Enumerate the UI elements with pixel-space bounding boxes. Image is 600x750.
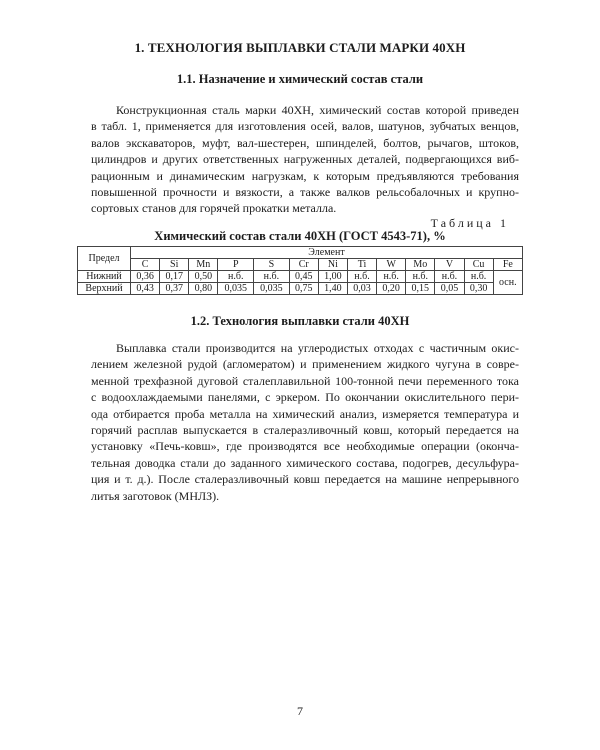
element-name: Mn	[189, 259, 218, 271]
value-cell: 0,36	[131, 271, 160, 283]
paragraph-line: установку «Печь-ковш», где производятся все необходимые операции (оконча-	[91, 439, 519, 454]
page-number: 7	[297, 704, 303, 718]
paragraph-line: валов экскаваторов, муфт, вал-шестерен, шпинделей, болтов, рычагов, штоков,	[91, 135, 519, 150]
element-name: Si	[160, 259, 189, 271]
section-1-title: 1.1. Назначение и химический состав стали	[176, 72, 424, 86]
paragraph-line: повышенной прочности и вязкости, а также валков рельсобалочных и крупно-	[91, 185, 519, 200]
element-names-row	[78, 259, 523, 271]
value-cell: 1,40	[318, 283, 347, 295]
value-cell: 0,37	[160, 283, 189, 295]
value-cell: 0,03	[347, 283, 376, 295]
table-row	[78, 283, 523, 295]
value-cell: н.б.	[347, 271, 376, 283]
element-name: Fe	[493, 259, 522, 271]
paragraph-line: в табл. 1, применяется для изготовления осей, валов, шатунов, зубчатых венцов,	[91, 119, 519, 134]
element-name: Ni	[318, 259, 347, 271]
value-cell: 0,15	[406, 283, 435, 295]
paragraph-line: с водоохлаждаемыми панелями, с эркером. По окончании окислительного пери-	[91, 390, 519, 405]
limit-cell: Нижний	[78, 271, 131, 283]
value-cell: н.б.	[435, 271, 464, 283]
value-cell: 0,45	[289, 271, 318, 283]
element-name: P	[218, 259, 254, 271]
table-row	[78, 271, 523, 283]
value-cell: н.б.	[218, 271, 254, 283]
table-label: Таблица 1	[430, 216, 509, 230]
paragraph-line: рационным и динамическим нагрузкам, к которым предъявляются требования	[91, 168, 519, 183]
paragraph-line: горячий расплав выпускается в сталеразливочный ковш, который передается на	[91, 423, 519, 438]
paragraph-line: цилиндров и других ответственных нагруженных деталей, подвергающихся виб-	[91, 152, 519, 167]
paragraph-line: лением железной рудой (агломератом) и применением жидкого чугуна в совре-	[91, 357, 519, 372]
value-cell: н.б.	[254, 271, 290, 283]
section-1-paragraph	[91, 102, 519, 217]
element-name: Ti	[347, 259, 376, 271]
paragraph-line: Конструкционная сталь марки 40ХН, химический состав которой приведен	[116, 103, 519, 117]
value-cell: н.б.	[406, 271, 435, 283]
paragraph-line: менной трехфазной дуговой сталеплавильной 100-тонной печи переменного тока	[91, 373, 519, 388]
value-cell: 0,17	[160, 271, 189, 283]
value-cell: 0,75	[289, 283, 318, 295]
table-caption: Химический состав стали 40ХН (ГОСТ 4543-71), %	[154, 229, 446, 243]
paragraph-line: ода отбирается проба металла на химический анализ, измеряется температура и	[91, 406, 519, 421]
chemical-composition-table	[77, 246, 523, 295]
element-name: V	[435, 259, 464, 271]
section-2-paragraph	[91, 340, 519, 504]
paragraph-line: Выплавка стали производится на углеродистых отходах с частичным окис-	[116, 341, 519, 355]
element-name: Cu	[464, 259, 493, 271]
value-cell: 0,035	[218, 283, 254, 295]
chapter-title: 1. ТЕХНОЛОГИЯ ВЫПЛАВКИ СТАЛИ МАРКИ 40ХН	[134, 40, 466, 55]
limit-cell: Верхний	[78, 283, 131, 295]
element-name: W	[377, 259, 406, 271]
table-header-row	[78, 247, 523, 259]
paragraph-line: литья заготовок (МНЛЗ).	[91, 488, 220, 503]
paragraph-line: ция и т. д.). После сталеразливочный ковш передается на машине непрерывного	[91, 472, 519, 487]
element-name: Cr	[289, 259, 318, 271]
value-cell: н.б.	[377, 271, 406, 283]
value-cell: 0,05	[435, 283, 464, 295]
value-cell: 0,80	[189, 283, 218, 295]
element-name: C	[131, 259, 160, 271]
value-cell: 1,00	[318, 271, 347, 283]
value-cell: 0,035	[254, 283, 290, 295]
value-cell: 0,30	[464, 283, 493, 295]
fe-value-cell: осн.	[493, 271, 522, 295]
value-cell: н.б.	[464, 271, 493, 283]
value-cell: 0,43	[131, 283, 160, 295]
value-cell: 0,50	[189, 271, 218, 283]
value-cell: 0,20	[377, 283, 406, 295]
element-name: Mo	[406, 259, 435, 271]
paragraph-line: тельная доводка стали до заданного химического состава, подогрев, десульфура-	[91, 455, 519, 470]
section-2-title: 1.2. Технология выплавки стали 40ХН	[190, 314, 410, 328]
element-name: S	[254, 259, 290, 271]
element-header: Элемент	[131, 247, 523, 259]
paragraph-line: сортовых станов для горячей прокатки металла.	[91, 201, 337, 216]
limit-header: Предел	[78, 247, 131, 271]
